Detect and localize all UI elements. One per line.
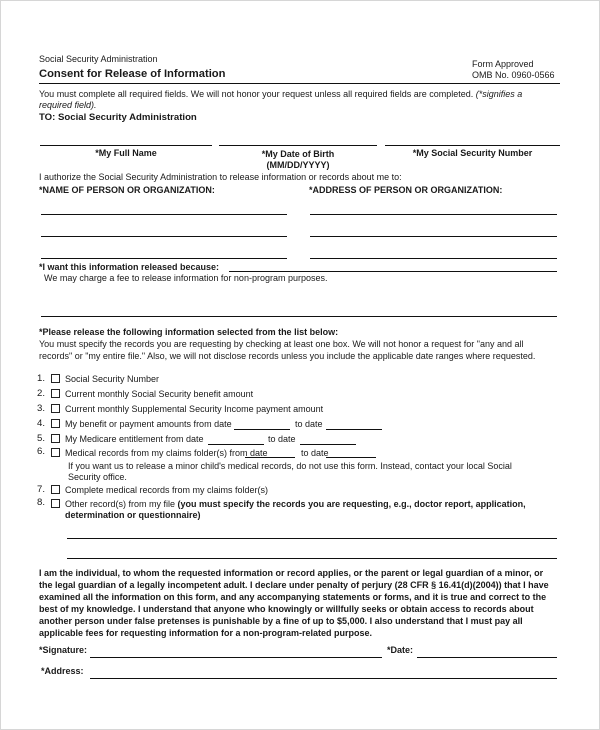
recipient-name-input-3[interactable] [41,245,287,257]
signature-input[interactable] [90,645,382,657]
recipient-address-input-2[interactable] [310,223,557,235]
address-label: *Address: [41,666,84,676]
signature-label: *Signature: [39,645,88,655]
recipient-name-line-2 [41,236,287,237]
item-6-number: 6. [37,446,46,457]
item-5-to-date-line [300,444,356,445]
item-5-from-date-input[interactable] [208,432,264,444]
item-5-from-date-line [208,444,264,445]
dob-format-label: (MM/DD/YYYY) [266,160,330,170]
dob-line [219,145,377,146]
item-6-to-date-line [326,457,376,458]
to-line: TO: Social Security Administration [39,112,197,123]
form-title: Consent for Release of Information [39,68,226,80]
header-divider [39,83,560,84]
full-name-label: *My Full Name [95,148,157,158]
reason-line-2 [41,316,557,317]
recipient-address-input-3[interactable] [310,245,557,257]
item-4-to-date-input[interactable] [326,417,382,429]
ssn-line [385,145,560,146]
item-5-to-label: to date [268,434,296,444]
recipient-name-label: *NAME OF PERSON OR ORGANIZATION: [39,185,215,195]
item-1-checkbox[interactable] [51,374,60,383]
item-5-to-date-input[interactable] [300,432,356,444]
full-name-input[interactable] [40,132,212,144]
date-input[interactable] [417,645,557,657]
address-line [90,678,557,679]
item-5-number: 5. [37,433,46,444]
item-7-label: Complete medical records from my claims folder(s) [65,485,269,495]
item-8-label [65,499,526,510]
item-3-label: Current monthly Supplemental Security Income payment amount [65,404,324,414]
reason-line [229,271,557,272]
recipient-name-line-1 [41,214,287,215]
agency-name: Social Security Administration [39,54,158,64]
form-approved-label: Form Approved [472,59,534,69]
reason-label: *I want this information released because: [39,262,220,272]
instruction-text: You must complete all required fields. We will not honor your request unless all required fields are completed. [39,89,476,99]
omb-number: OMB No. 0960-0566 [472,70,555,80]
required-note: (*signifies a [475,89,523,99]
recipient-address-input-1[interactable] [310,201,557,213]
item-4-label: My benefit or payment amounts from date [65,419,232,429]
dob-label: *My Date of Birth [261,149,335,159]
reason-input-2[interactable] [41,303,557,315]
ssn-label: *My Social Security Number [412,148,533,158]
item-8-label-text: Other record(s) from my file [65,499,178,509]
signature-line [90,657,382,658]
item-4-number: 4. [37,418,46,429]
declaration-line-4: best of my knowledge. I understand that anyone who knowingly or willfully seeks or obtain access to records about [39,604,534,614]
item-2-checkbox[interactable] [51,389,60,398]
other-records-input-2[interactable] [67,546,557,558]
ssn-input[interactable] [385,132,560,144]
address-input[interactable] [90,666,557,678]
item-6-note-1: If you want us to release a minor child's medical records, do not use this form. Instead, contact your local Social [68,461,512,471]
declaration-line-2: the legal guardian of a legally incompetent adult. I declare under penalty of perjury (28 CFR § 16.41(d)(2004)) that I have [39,580,549,590]
recipient-address-line-1 [310,214,557,215]
item-6-checkbox[interactable] [51,448,60,457]
item-7-number: 7. [37,484,46,495]
item-5-checkbox[interactable] [51,434,60,443]
declaration-line-5: another person under false pretenses is punishable by a fine of up to $5,000. I also understand that I must pay all [39,616,523,626]
full-name-line [40,145,212,146]
other-records-line-1 [67,538,557,539]
fee-note: We may charge a fee to release information for non-program purposes. [44,273,328,283]
required-fields-instruction [39,89,522,100]
recipient-name-input-2[interactable] [41,223,287,235]
item-6-label: Medical records from my claims folder(s) from date [65,448,268,458]
release-instruction-1: You must specify the records you are requesting by checking at least one box. We will not honor a request for "any and all [39,339,524,349]
item-6-to-label: to date [301,448,329,458]
declaration-line-6: applicable fees for requesting information for a non-program-related purpose. [39,628,373,638]
release-instruction-2: records" or "my entire file." Also, we will not disclose records unless you include the applicable date ranges where requested. [39,351,536,361]
required-note-cont: required field). [39,100,97,110]
recipient-name-input-1[interactable] [41,201,287,213]
item-3-number: 3. [37,403,46,414]
item-1-label: Social Security Number [65,374,160,384]
item-2-label: Current monthly Social Security benefit amount [65,389,254,399]
item-6-from-date-line [245,457,295,458]
item-4-from-date-input[interactable] [234,417,290,429]
declaration-line-1: I am the individual, to whom the requested information or record applies, or the parent or legal guardian of a minor, or [39,568,544,578]
item-6-note-2: Security office. [68,472,127,482]
item-4-checkbox[interactable] [51,419,60,428]
date-label: *Date: [387,645,414,655]
dob-input[interactable] [219,132,377,144]
declaration-line-3: examined all the information on this form, and any accompanying statements or forms, and it is true and correct to the [39,592,547,602]
item-4-from-date-line [234,429,290,430]
recipient-address-label: *ADDRESS OF PERSON OR ORGANIZATION: [309,185,503,195]
item-1-number: 1. [37,373,46,384]
item-7-checkbox[interactable] [51,485,60,494]
item-8-number: 8. [37,497,46,508]
item-3-checkbox[interactable] [51,404,60,413]
release-list-heading: *Please release the following information selected from the list below: [39,327,339,337]
item-8-checkbox[interactable] [51,499,60,508]
other-records-line-2 [67,558,557,559]
item-8-note: (you must specify the records you are requesting, e.g., doctor report, application, [177,499,526,509]
reason-input[interactable] [229,258,557,270]
item-4-to-label: to date [295,419,323,429]
item-8-note-2: determination or questionnaire) [65,510,201,520]
recipient-address-line-2 [310,236,557,237]
item-5-label: My Medicare entitlement from date [65,434,204,444]
date-line [417,657,557,658]
item-4-to-date-line [326,429,382,430]
item-2-number: 2. [37,388,46,399]
authorize-text: I authorize the Social Security Administration to release information or records about me to: [39,172,402,182]
